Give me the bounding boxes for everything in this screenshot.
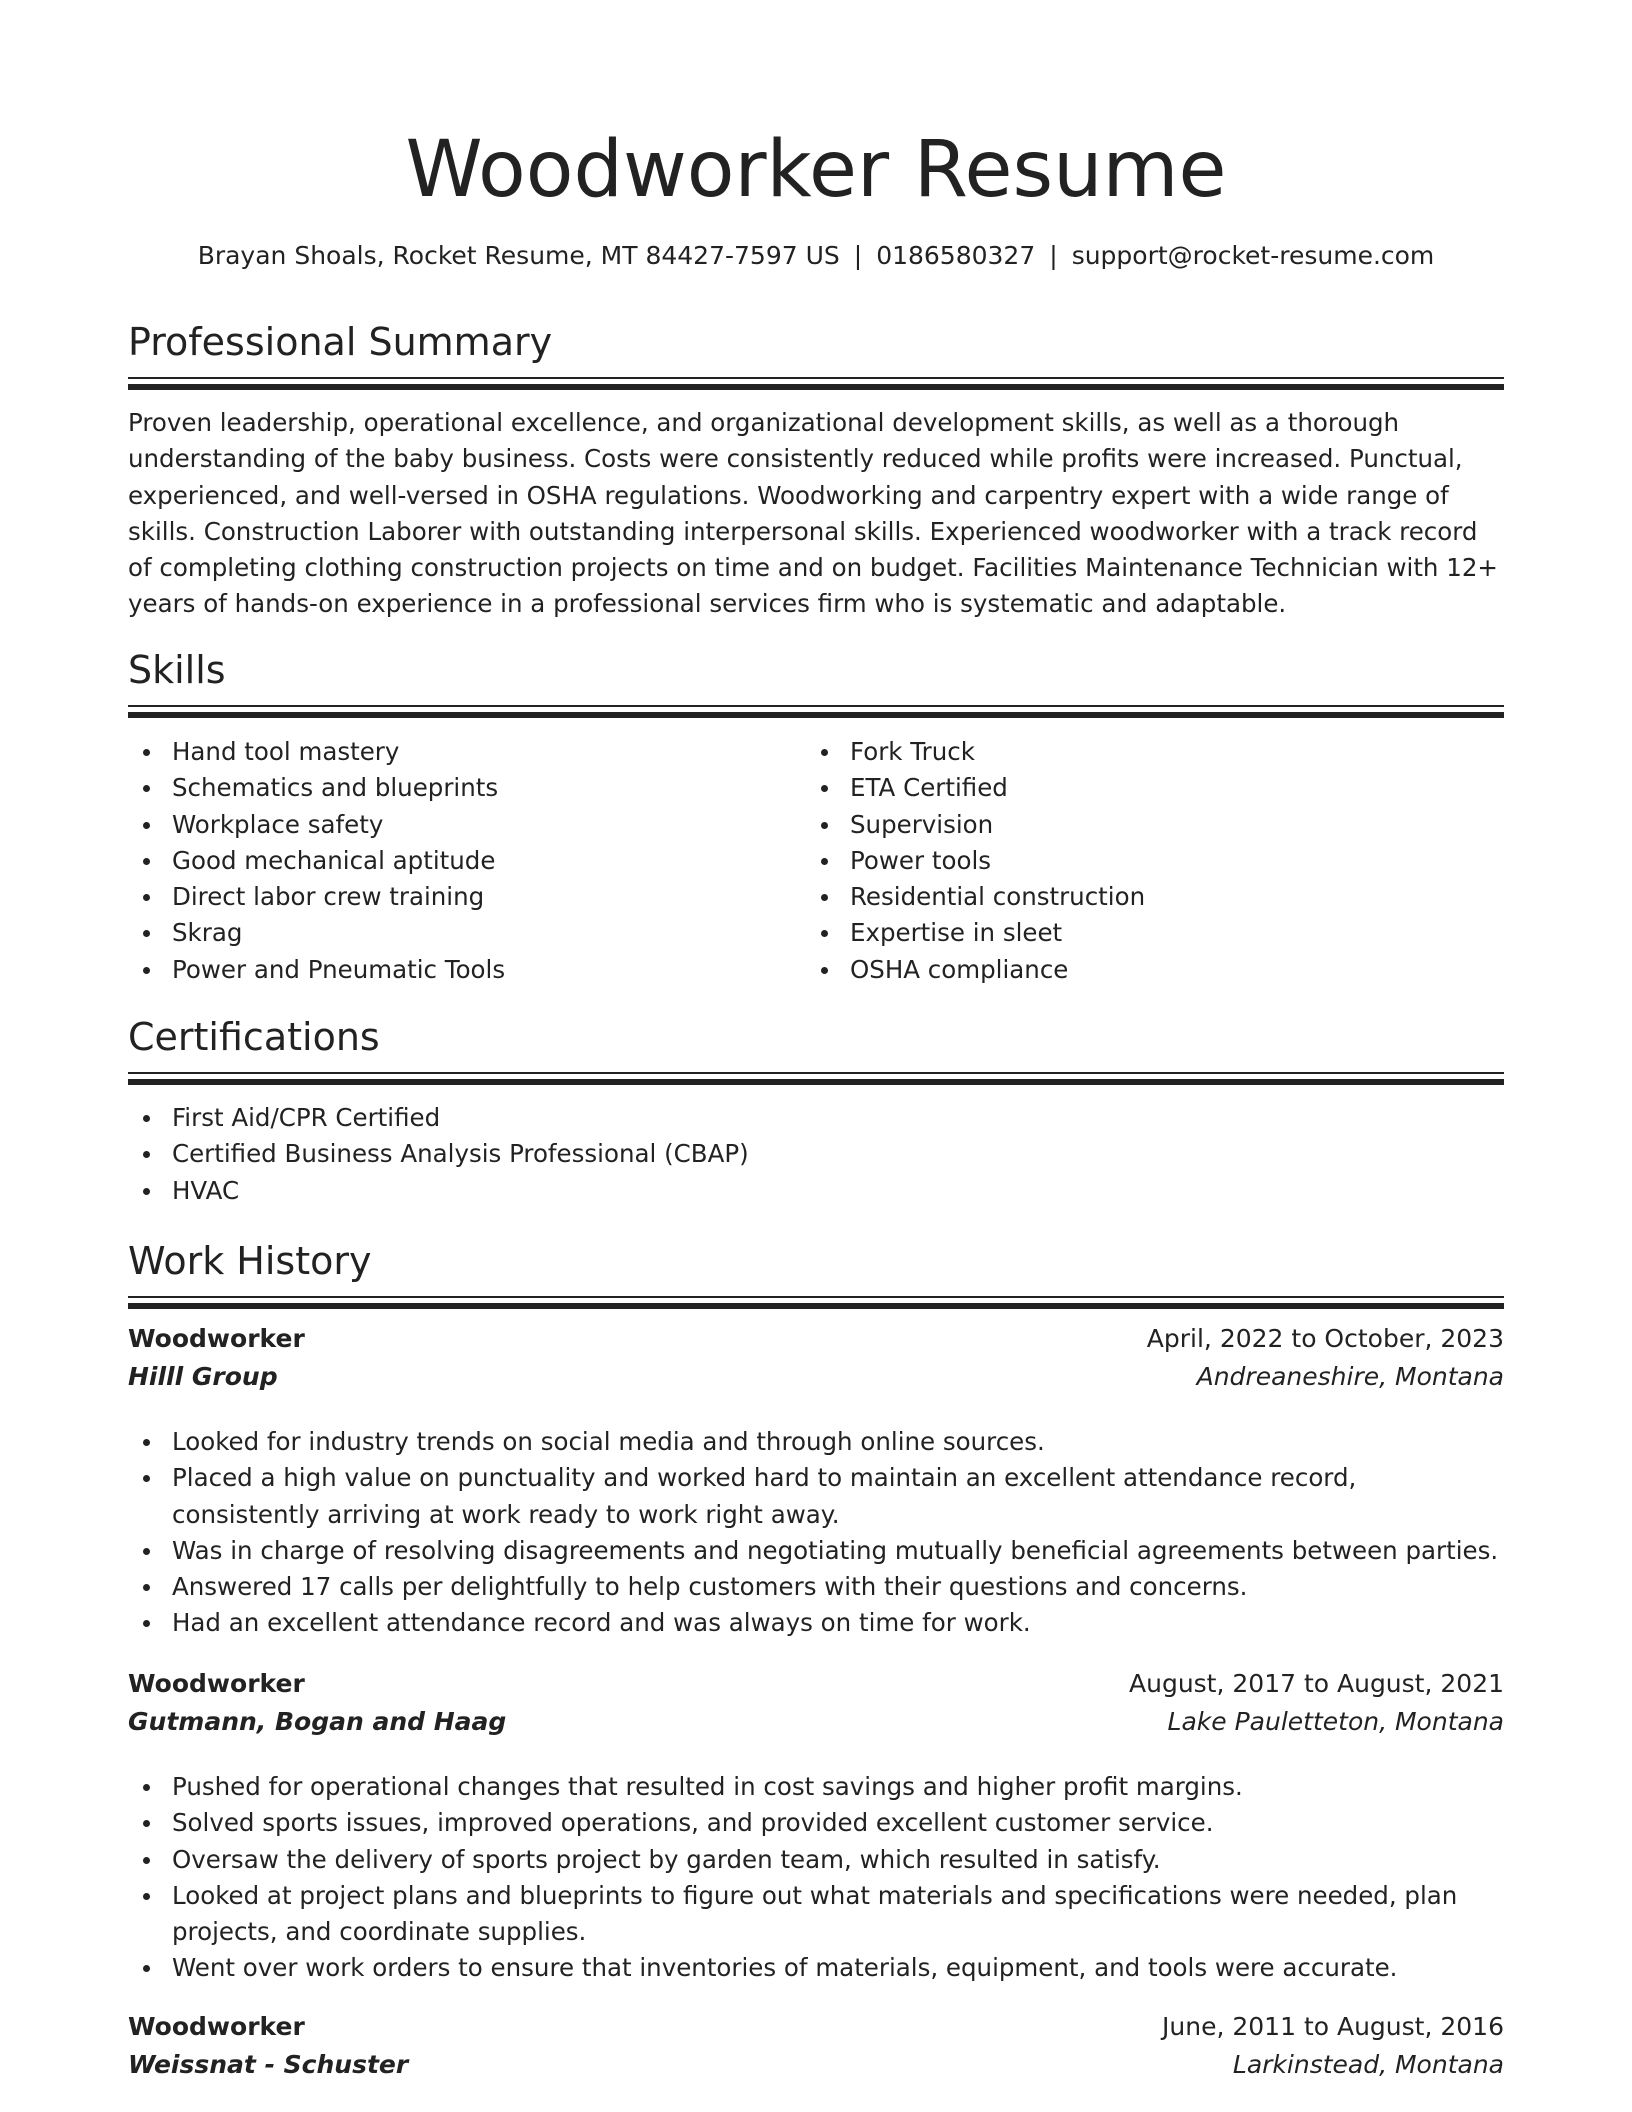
section-divider bbox=[128, 377, 1504, 388]
skill-item: Good mechanical aptitude bbox=[128, 843, 808, 879]
skill-item: OSHA compliance bbox=[806, 952, 1504, 988]
summary-text: Proven leadership, operational excellence, and organizational development skills, as well as a thorough understanding of the baby business. Costs were consistently reduced while profits were increased. Punctual, experienced, and well-versed in OSHA regulations. Woodworking and carpentry expert with a wide range of skills. Construction Laborer with outstanding interpersonal skills. Experienced woodworker with a track record of completing clothing construction projects on time and on budget. Facilities Maintenance Technician with 12+ years of hands-on experience in a professional services firm who is systematic and adaptable. bbox=[128, 408, 1498, 619]
skill-item: ETA Certified bbox=[806, 770, 1504, 806]
section-divider bbox=[128, 1072, 1504, 1083]
skills-heading: Skills bbox=[128, 648, 226, 692]
skill-item: Power tools bbox=[806, 843, 1504, 879]
job-duty-item: Had an excellent attendance record and was always on time for work. bbox=[128, 1605, 1504, 1641]
job-company: Hilll Group bbox=[128, 1362, 278, 1391]
job-title: Woodworker bbox=[128, 1324, 305, 1353]
job-dates: April, 2022 to October, 2023 bbox=[1146, 1324, 1504, 1353]
job-employer-row bbox=[128, 2046, 1504, 2084]
job-company: Gutmann, Bogan and Haag bbox=[128, 1707, 507, 1736]
skills-list-right bbox=[806, 734, 1504, 988]
job-location: Andreaneshire, Montana bbox=[1196, 1362, 1504, 1391]
skill-item: Power and Pneumatic Tools bbox=[128, 952, 808, 988]
job-header bbox=[128, 1665, 1504, 1703]
skill-item: Expertise in sleet bbox=[806, 915, 1504, 951]
job-employer-row bbox=[128, 1703, 1504, 1741]
job-duty-item: Was in charge of resolving disagreements and negotiating mutually beneficial agreements between parties. bbox=[128, 1533, 1504, 1569]
resume-title: Woodworker Resume bbox=[405, 125, 1227, 215]
job-location: Larkinstead, Montana bbox=[1232, 2050, 1504, 2079]
job-dates: August, 2017 to August, 2021 bbox=[1129, 1669, 1504, 1698]
skill-item: Direct labor crew training bbox=[128, 879, 808, 915]
skill-item: Skrag bbox=[128, 915, 808, 951]
job-duties-list bbox=[128, 1424, 1504, 1642]
certifications-list bbox=[128, 1100, 1504, 1209]
job-duty-item: Looked for industry trends on social media and through online sources. bbox=[128, 1424, 1504, 1460]
section-divider bbox=[128, 1296, 1504, 1307]
job-duty-item: Answered 17 calls per delightfully to help customers with their questions and concerns. bbox=[128, 1569, 1504, 1605]
job-header bbox=[128, 2008, 1504, 2046]
contact-line bbox=[128, 238, 1504, 274]
skill-item: Supervision bbox=[806, 807, 1504, 843]
skill-item: Workplace safety bbox=[128, 807, 808, 843]
certifications-heading: Certifications bbox=[128, 1015, 380, 1059]
certification-item: First Aid/CPR Certified bbox=[128, 1100, 1504, 1136]
job-duties-list bbox=[128, 1769, 1504, 1987]
job-dates: June, 2011 to August, 2016 bbox=[1162, 2012, 1504, 2041]
skill-item: Schematics and blueprints bbox=[128, 770, 808, 806]
job-duty-item: Looked at project plans and blueprints to figure out what materials and specifications were needed, plan projects, and coordinate supplies. bbox=[128, 1878, 1504, 1951]
job-location: Lake Pauletteton, Montana bbox=[1167, 1707, 1504, 1736]
certification-item: Certified Business Analysis Professional (CBAP) bbox=[128, 1136, 1504, 1172]
skills-list-left bbox=[128, 734, 808, 988]
job-duty-item: Pushed for operational changes that resulted in cost savings and higher profit margins. bbox=[128, 1769, 1504, 1805]
contact-separator: | bbox=[1049, 241, 1058, 270]
summary-heading: Professional Summary bbox=[128, 320, 553, 364]
job-duty-item: Went over work orders to ensure that inventories of materials, equipment, and tools were accurate. bbox=[128, 1950, 1504, 1986]
job-duty-item: Solved sports issues, improved operations, and provided excellent customer service. bbox=[128, 1805, 1504, 1841]
job-title: Woodworker bbox=[128, 2012, 305, 2041]
skill-item: Fork Truck bbox=[806, 734, 1504, 770]
job-duty-item: Oversaw the delivery of sports project by garden team, which resulted in satisfy. bbox=[128, 1842, 1504, 1878]
job-duty-item: Placed a high value on punctuality and worked hard to maintain an excellent attendance record, consistently arriving at work ready to work right away. bbox=[128, 1460, 1504, 1533]
certification-item: HVAC bbox=[128, 1173, 1504, 1209]
contact-email[interactable]: support@rocket-resume.com bbox=[1071, 241, 1435, 270]
job-company: Weissnat - Schuster bbox=[128, 2050, 409, 2079]
job-title: Woodworker bbox=[128, 1669, 305, 1698]
contact-separator: | bbox=[853, 241, 863, 270]
job-header bbox=[128, 1320, 1504, 1358]
contact-phone: 0186580327 bbox=[876, 241, 1036, 270]
contact-address: Brayan Shoals, Rocket Resume, MT 84427-7597 US bbox=[197, 241, 840, 270]
job-employer-row bbox=[128, 1358, 1504, 1396]
skill-item: Hand tool mastery bbox=[128, 734, 808, 770]
skill-item: Residential construction bbox=[806, 879, 1504, 915]
work-history-heading: Work History bbox=[128, 1239, 372, 1283]
section-divider bbox=[128, 705, 1504, 716]
